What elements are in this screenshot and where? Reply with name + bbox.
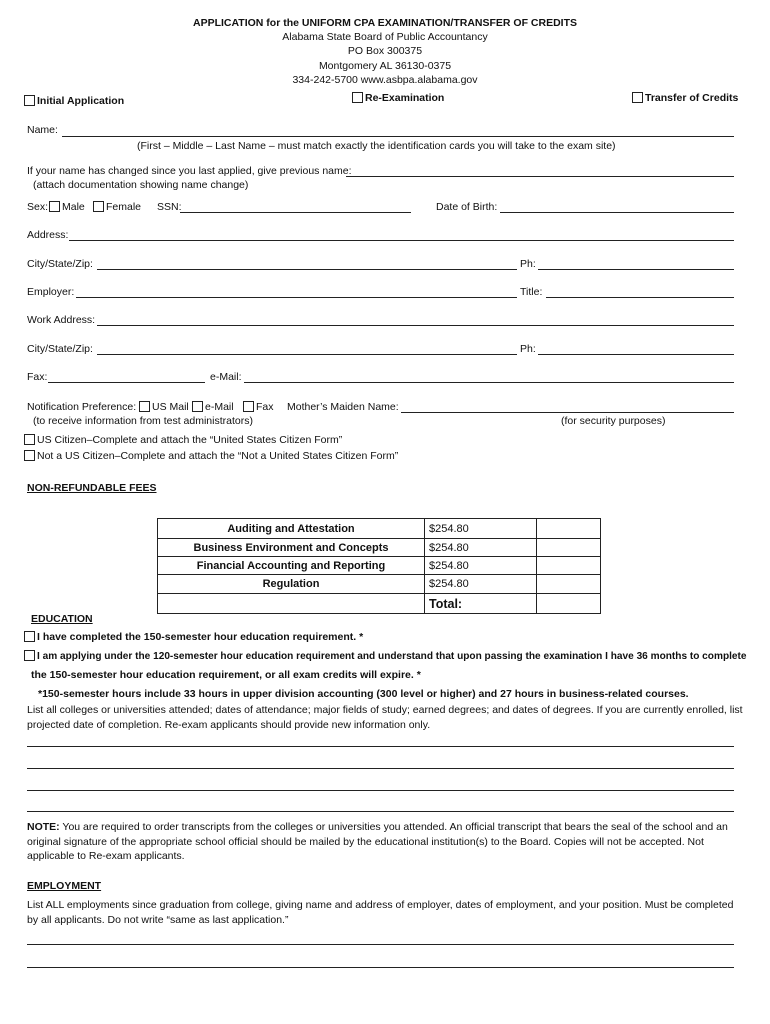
city-address: Montgomery AL 36130-0375 (318, 60, 452, 72)
dob-label: Date of Birth: (436, 201, 498, 213)
fee-amount: $254.80 (425, 539, 537, 557)
fee-row (158, 519, 601, 539)
education-line-4[interactable] (27, 811, 734, 812)
fee-row (158, 557, 601, 575)
employment-instructions: List ALL employments since graduation from college, giving name and address of employer, dates of employment, and your position. Must be completed by all applicants. Do not write “same as last application.” (27, 899, 734, 926)
us-citizen-checkbox[interactable] (24, 434, 35, 445)
city-state-zip-label: City/State/Zip: (27, 258, 93, 270)
education-footnote: *150-semester hours include 33 hours in upper division accounting (300 level or higher) and 27 hours in business-related courses. (38, 688, 689, 700)
address-field[interactable] (69, 240, 734, 241)
education-line-1[interactable] (27, 746, 734, 747)
email-label: e-Mail: (210, 371, 242, 383)
work-address-field[interactable] (97, 325, 734, 326)
fee-total-label: Total: (425, 594, 537, 614)
fee-section: Auditing and Attestation (158, 519, 425, 539)
employer-label: Employer: (27, 286, 75, 298)
fax-field[interactable] (48, 382, 205, 383)
maiden-name-label: Mother’s Maiden Name: (287, 401, 399, 413)
non-citizen-option[interactable]: Not a US Citizen–Complete and attach the “Not a United States Citizen Form” (24, 450, 398, 462)
email-pref-checkbox[interactable] (192, 401, 203, 412)
female-option[interactable]: Female (93, 201, 141, 213)
notification-label: Notification Preference: (27, 401, 137, 413)
education-120-option[interactable]: I am applying under the 120-semester hour education requirement and understand that upon passing the examination I have 36 months to complete (24, 650, 747, 662)
transfer-credits-checkbox[interactable] (632, 92, 643, 103)
non-citizen-checkbox[interactable] (24, 450, 35, 461)
fee-amount: $254.80 (425, 557, 537, 575)
dob-field[interactable] (500, 212, 734, 213)
male-option[interactable]: Male (49, 201, 85, 213)
work-phone-label: Ph: (520, 343, 536, 355)
notification-note: (to receive information from test administrators) (33, 415, 253, 427)
fee-total-spacer (158, 594, 425, 614)
fee-select-cell[interactable] (537, 539, 601, 557)
us-mail-option[interactable]: US Mail (139, 401, 189, 413)
sex-label: Sex: (27, 201, 49, 213)
employment-line-1[interactable] (27, 944, 734, 945)
fee-total-row (158, 594, 601, 614)
employment-line-2[interactable] (27, 967, 734, 968)
work-address-label: Work Address: (27, 314, 96, 326)
education-120-checkbox[interactable] (24, 650, 35, 661)
fee-row (158, 539, 601, 557)
education-heading: EDUCATION (31, 613, 93, 625)
fee-section: Business Environment and Concepts (158, 539, 425, 557)
us-mail-checkbox[interactable] (139, 401, 150, 412)
transfer-credits-option[interactable]: Transfer of Credits (632, 92, 738, 104)
initial-application-checkbox[interactable] (24, 95, 35, 106)
education-120-continued: the 150-semester hour education requirement, or all exam credits will expire. * (31, 669, 421, 681)
previous-name-note: (attach documentation showing name change) (33, 179, 249, 191)
title-field[interactable] (546, 297, 734, 298)
email-pref-option[interactable]: e-Mail (192, 401, 234, 413)
fax-pref-option[interactable]: Fax (243, 401, 274, 413)
board-name: Alabama State Board of Public Accountancy (282, 31, 488, 43)
ssn-field[interactable] (180, 212, 411, 213)
fee-amount: $254.80 (425, 575, 537, 594)
reexam-checkbox[interactable] (352, 92, 363, 103)
name-field[interactable] (62, 136, 734, 137)
employment-heading: EMPLOYMENT (27, 880, 102, 892)
previous-name-field[interactable] (346, 176, 734, 177)
fee-section: Financial Accounting and Reporting (158, 557, 425, 575)
form-title: APPLICATION for the UNIFORM CPA EXAMINATION/TRANSFER OF CREDITS (192, 17, 578, 29)
education-150-checkbox[interactable] (24, 631, 35, 642)
work-phone-field[interactable] (538, 354, 734, 355)
previous-name-label: If your name has changed since you last applied, give previous name: (27, 165, 352, 177)
initial-application-option[interactable]: Initial Application (24, 95, 124, 107)
fax-pref-checkbox[interactable] (243, 401, 254, 412)
education-line-2[interactable] (27, 768, 734, 769)
contact-info: 334-242-5700 www.asbpa.alabama.gov (292, 74, 478, 86)
education-150-option[interactable]: I have completed the 150-semester hour education requirement. * (24, 631, 363, 643)
email-field[interactable] (244, 382, 734, 383)
fee-section: Regulation (158, 575, 425, 594)
fee-amount: $254.80 (425, 519, 537, 539)
note-text: You are required to order transcripts from the colleges or universities you attended. An official transcript that bears the seal of the school and an original signature of the appropriate school official should be mailed by the educational institution(s) to the Board. Copies will not be accepted. Not applicable to Re-exam applicants. (27, 821, 728, 862)
employer-field[interactable] (76, 297, 517, 298)
fee-select-cell[interactable] (537, 557, 601, 575)
fees-heading: NON-REFUNDABLE FEES (27, 482, 157, 494)
female-checkbox[interactable] (93, 201, 104, 212)
transcript-note (27, 820, 743, 864)
male-checkbox[interactable] (49, 201, 60, 212)
fees-table (157, 518, 601, 614)
title-label: Title: (520, 286, 543, 298)
address-label: Address: (27, 229, 69, 241)
reexam-option[interactable]: Re-Examination (352, 92, 444, 104)
fee-row (158, 575, 601, 594)
us-citizen-option[interactable]: US Citizen–Complete and attach the “United States Citizen Form” (24, 434, 342, 446)
fee-select-cell[interactable] (537, 519, 601, 539)
phone-field[interactable] (538, 269, 734, 270)
work-city-state-zip-field[interactable] (97, 354, 517, 355)
phone-label: Ph: (520, 258, 536, 270)
name-label: Name: (27, 124, 58, 136)
education-line-3[interactable] (27, 790, 734, 791)
po-box: PO Box 300375 (347, 45, 423, 57)
fee-total-cell[interactable] (537, 594, 601, 614)
city-state-zip-field[interactable] (97, 269, 517, 270)
maiden-name-field[interactable] (401, 412, 734, 413)
fax-label: Fax: (27, 371, 48, 383)
ssn-label: SSN: (157, 201, 182, 213)
fee-select-cell[interactable] (537, 575, 601, 594)
security-note: (for security purposes) (561, 415, 666, 427)
name-note: (First – Middle – Last Name – must match exactly the identification cards you will take to the exam site) (137, 140, 616, 152)
education-instructions: List all colleges or universities attended; dates of attendance; major fields of study; earned degrees; and dates of degrees. If you are currently enrolled, list projected date of completion. Re-exam applicants should provide new information only. (27, 704, 743, 731)
note-label: NOTE: (27, 821, 60, 833)
work-city-state-zip-label: City/State/Zip: (27, 343, 93, 355)
